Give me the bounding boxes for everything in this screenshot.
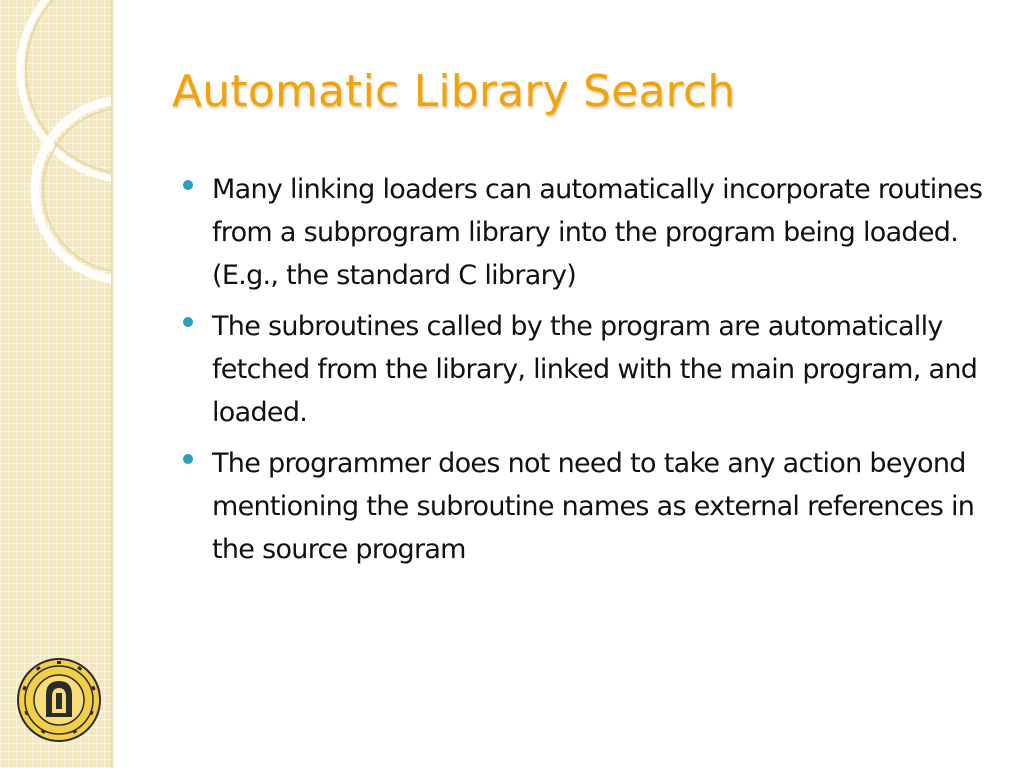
decorative-circles — [0, 0, 113, 330]
bullet-dot-icon — [183, 180, 193, 190]
institution-seal-icon — [16, 657, 102, 743]
bullet-list — [183, 168, 1001, 579]
bullet-dot-icon — [183, 317, 193, 327]
bullet-text: Many linking loaders can automatically incorporate routines from a subprogram library into the program being loaded. (E.g., the standard C library) — [212, 174, 983, 291]
bullet-item — [183, 168, 1001, 297]
bullet-dot-icon — [183, 454, 193, 464]
bullet-item — [183, 305, 1001, 434]
bullet-text: The subroutines called by the program are automatically fetched from the library, linked with the main program, and loaded. — [212, 311, 978, 428]
slide-title: Automatic Library Search — [172, 66, 736, 117]
sidebar-divider — [111, 0, 114, 768]
bullet-text: The programmer does not need to take any action beyond mentioning the subroutine names as external references in the source program — [212, 448, 975, 565]
bullet-item — [183, 442, 1001, 571]
decorative-sidebar — [0, 0, 113, 768]
